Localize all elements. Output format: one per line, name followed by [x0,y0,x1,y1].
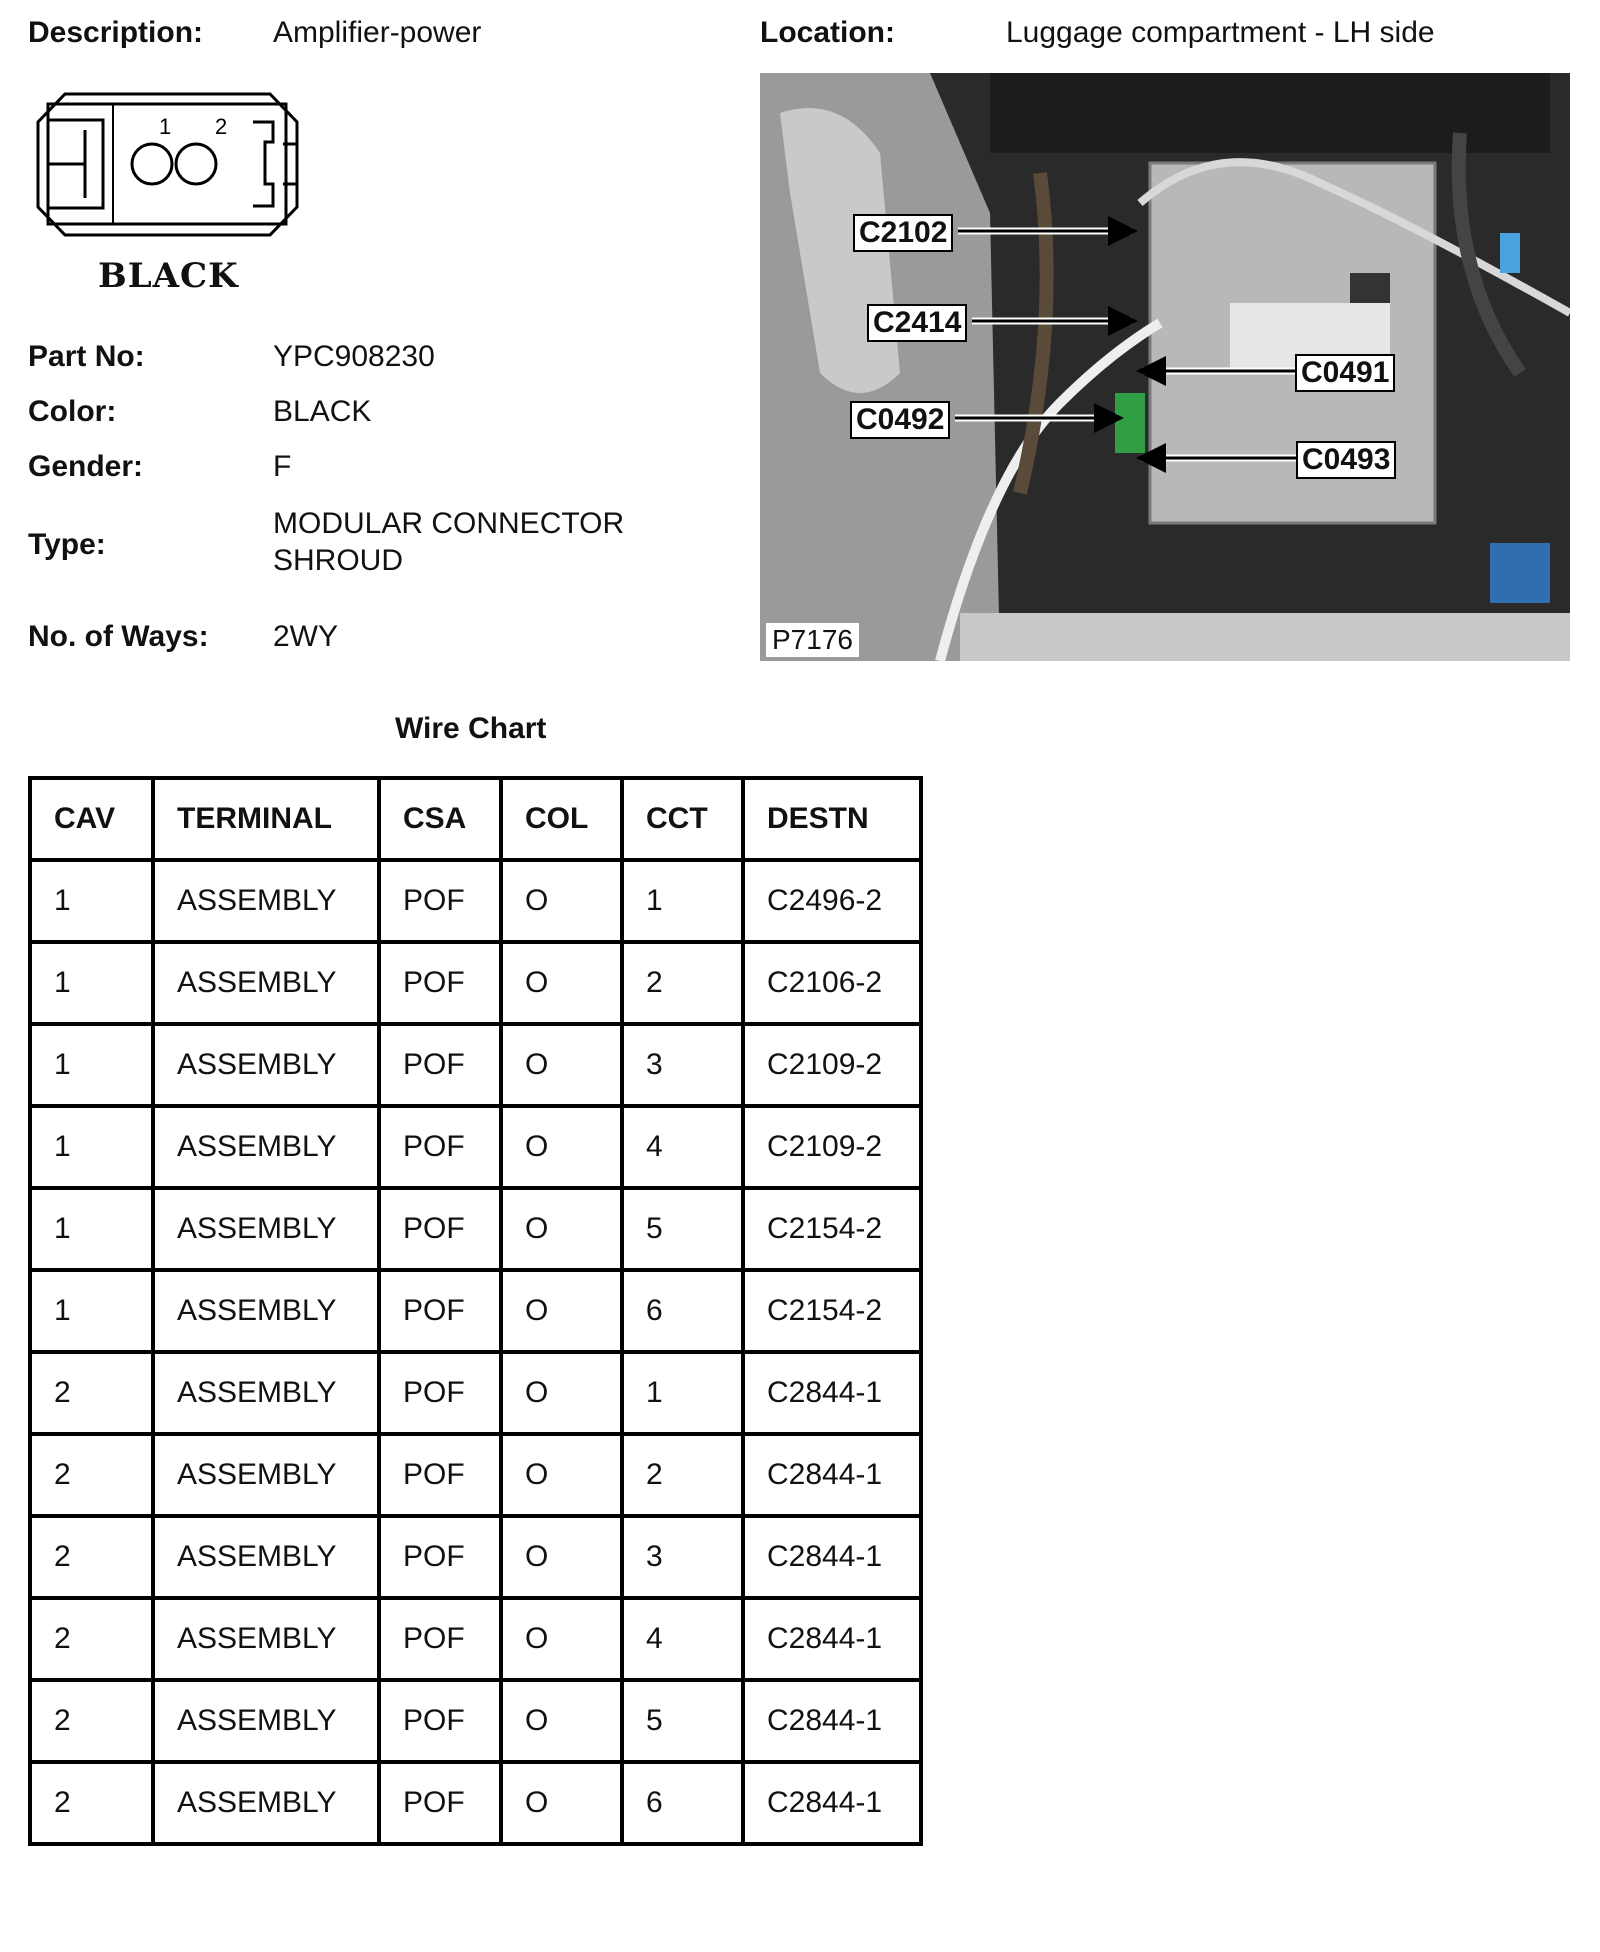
wire-chart-table [28,776,923,1846]
type-value-line2: SHROUD [273,544,404,577]
cell-cct: 5 [622,1680,743,1762]
cell-csa: POF [379,1598,501,1680]
cell-col: O [501,942,622,1024]
cell-terminal: ASSEMBLY [153,1270,379,1352]
pin-cavity-1 [132,144,172,184]
color-label: Color: [28,395,117,428]
callout-c2414: C2414 [867,304,967,342]
cell-destn: C2496-2 [743,860,921,942]
cell-destn: C2109-2 [743,1106,921,1188]
cell-terminal: ASSEMBLY [153,1188,379,1270]
cell-col: O [501,1762,622,1844]
connector-key [253,122,273,206]
cell-cct: 2 [622,942,743,1024]
cell-destn: C2109-2 [743,1024,921,1106]
gender-label: Gender: [28,450,144,483]
cell-cav: 1 [30,1106,153,1188]
cell-csa: POF [379,860,501,942]
cell-cav: 2 [30,1352,153,1434]
table-row [30,860,921,942]
part-no-value: YPC908230 [273,340,435,373]
cell-csa: POF [379,1106,501,1188]
cell-destn: C2844-1 [743,1516,921,1598]
cell-cct: 6 [622,1762,743,1844]
callout-c0491: C0491 [1295,354,1395,392]
color-value: BLACK [273,395,372,428]
pin-label-2: 2 [215,114,228,139]
ways-value: 2WY [273,620,339,653]
cell-csa: POF [379,1270,501,1352]
col-header-col: COL [501,778,622,860]
table-row [30,1352,921,1434]
cell-terminal: ASSEMBLY [153,1352,379,1434]
cell-cct: 4 [622,1106,743,1188]
connector-color-caption: BLACK [98,256,239,296]
cell-cct: 2 [622,1434,743,1516]
table-row [30,1270,921,1352]
cell-destn: C2844-1 [743,1762,921,1844]
cell-col: O [501,1024,622,1106]
cell-destn: C2844-1 [743,1434,921,1516]
location-photo [760,73,1570,661]
cell-cav: 2 [30,1762,153,1844]
cell-destn: C2844-1 [743,1680,921,1762]
cell-col: O [501,1434,622,1516]
cell-cct: 3 [622,1024,743,1106]
table-row [30,1598,921,1680]
cell-destn: C2844-1 [743,1598,921,1680]
cell-csa: POF [379,1188,501,1270]
cell-destn: C2106-2 [743,942,921,1024]
description-label: Description: [28,16,204,49]
callout-c2102: C2102 [853,214,953,252]
col-header-destn: DESTN [743,778,921,860]
cell-col: O [501,1352,622,1434]
cell-terminal: ASSEMBLY [153,1516,379,1598]
cell-cct: 3 [622,1516,743,1598]
description-value: Amplifier-power [273,16,482,49]
cell-cav: 2 [30,1598,153,1680]
col-header-terminal: TERMINAL [153,778,379,860]
cell-csa: POF [379,1434,501,1516]
callout-arrows [760,73,1570,661]
col-header-cct: CCT [622,778,743,860]
cell-terminal: ASSEMBLY [153,1434,379,1516]
photo-id: P7176 [766,623,859,657]
wire-chart-title: Wire Chart [395,712,547,745]
table-row [30,1762,921,1844]
cell-cct: 5 [622,1188,743,1270]
cell-csa: POF [379,942,501,1024]
cell-csa: POF [379,1024,501,1106]
cell-col: O [501,1188,622,1270]
cell-destn: C2844-1 [743,1352,921,1434]
cell-terminal: ASSEMBLY [153,1598,379,1680]
table-row [30,1024,921,1106]
pin-label-1: 1 [159,114,172,139]
ways-label: No. of Ways: [28,620,209,653]
cell-terminal: ASSEMBLY [153,942,379,1024]
table-row [30,942,921,1024]
cell-col: O [501,860,622,942]
cell-cav: 2 [30,1516,153,1598]
cell-terminal: ASSEMBLY [153,1680,379,1762]
table-header-row [30,778,921,860]
table-row [30,1106,921,1188]
location-value: Luggage compartment - LH side [1006,16,1435,49]
callout-c0493: C0493 [1296,441,1396,479]
part-no-label: Part No: [28,340,145,373]
type-value-line1: MODULAR CONNECTOR [273,507,625,540]
cell-csa: POF [379,1762,501,1844]
cell-terminal: ASSEMBLY [153,1762,379,1844]
cell-col: O [501,1598,622,1680]
cell-cct: 4 [622,1598,743,1680]
cell-col: O [501,1270,622,1352]
cell-cav: 1 [30,1188,153,1270]
table-row [30,1434,921,1516]
table-row [30,1680,921,1762]
cell-destn: C2154-2 [743,1188,921,1270]
cell-cct: 6 [622,1270,743,1352]
cell-cct: 1 [622,860,743,942]
location-label: Location: [760,16,895,49]
cell-csa: POF [379,1352,501,1434]
cell-csa: POF [379,1516,501,1598]
cell-cav: 1 [30,1270,153,1352]
callout-c0492: C0492 [850,401,950,439]
cell-cct: 1 [622,1352,743,1434]
connector-face-diagram [35,92,300,237]
cell-destn: C2154-2 [743,1270,921,1352]
cell-terminal: ASSEMBLY [153,860,379,942]
cell-col: O [501,1106,622,1188]
gender-value: F [273,450,292,483]
pin-cavity-2 [176,144,216,184]
col-header-csa: CSA [379,778,501,860]
cell-terminal: ASSEMBLY [153,1106,379,1188]
cell-col: O [501,1516,622,1598]
table-row [30,1516,921,1598]
col-header-cav: CAV [30,778,153,860]
type-label: Type: [28,528,106,561]
cell-cav: 1 [30,860,153,942]
cell-cav: 2 [30,1434,153,1516]
cell-cav: 1 [30,1024,153,1106]
cell-terminal: ASSEMBLY [153,1024,379,1106]
cell-cav: 1 [30,942,153,1024]
cell-cav: 2 [30,1680,153,1762]
cell-col: O [501,1680,622,1762]
cell-csa: POF [379,1680,501,1762]
table-row [30,1188,921,1270]
